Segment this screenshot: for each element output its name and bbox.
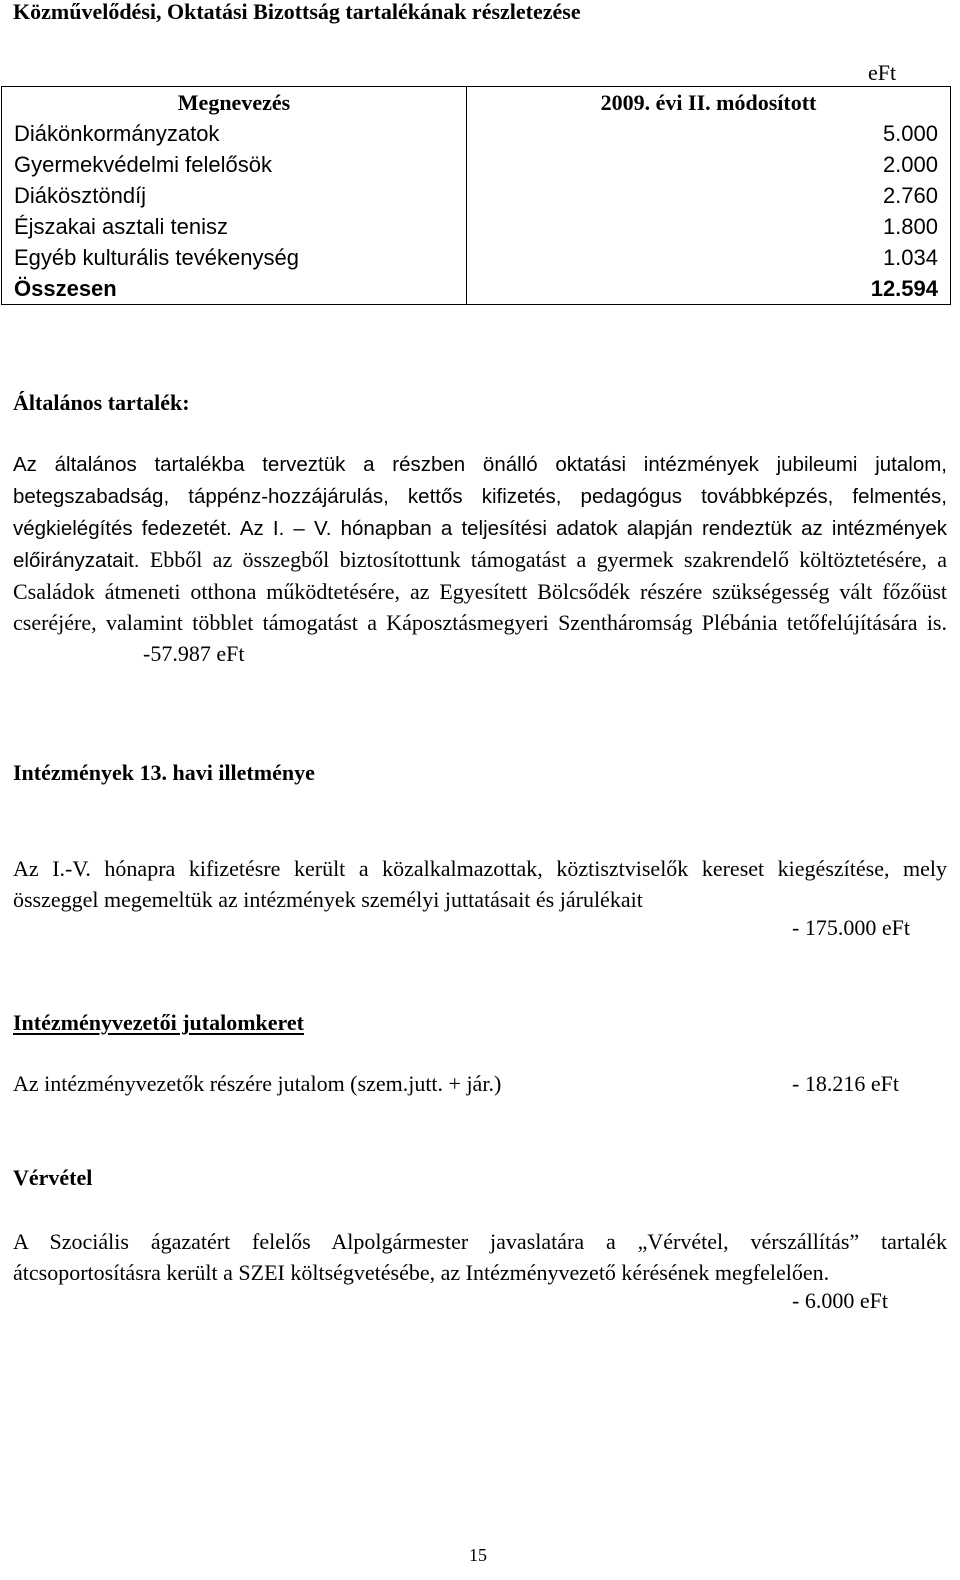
page-title: Közművelődési, Oktatási Bizottság tartalékának részletezése — [13, 0, 581, 24]
leader-bonus-text: Az intézményvezetők részére jutalom (szem.jutt. + jár.) — [13, 1071, 502, 1096]
blood-amount-row — [13, 1288, 947, 1319]
row-name: Éjszakai asztali tenisz — [2, 211, 467, 242]
leader-bonus-row — [13, 1071, 947, 1102]
blood-text — [13, 1226, 947, 1288]
salary13-amount: - 175.000 eFt — [792, 915, 910, 940]
total-value: 12.594 — [467, 273, 951, 305]
table-header-row — [2, 87, 951, 119]
general-reserve-amount: -57.987 eFt — [143, 641, 245, 666]
salary13-heading: Intézmények 13. havi illetménye — [13, 760, 315, 785]
salary13-amount-row — [13, 915, 947, 946]
blood-heading: Vérvétel — [13, 1165, 93, 1190]
salary13-text-body: Az I.-V. hónapra kifizetésre került a közalkalmazottak, köztisztviselők kereset kiegészítése, mely összeggel megemeltük az intézmények személyi juttatásait és járulékait — [13, 856, 947, 912]
unit-label: eFt — [868, 60, 897, 85]
table-total-row — [2, 273, 951, 305]
reserve-table — [1, 86, 951, 305]
row-value: 2.760 — [467, 180, 951, 211]
row-name: Egyéb kulturális tevékenység — [2, 242, 467, 273]
page-number: 15 — [469, 1545, 487, 1565]
general-reserve-text-serif: Ebből az összegből biztosítottunk támogatást a gyermek szakrendelő költöztetésére, a Családok átmeneti otthona működtetésére, az Egyesített Bölcsődék részére szükségesség vált főzőüst cseréjére, valamint többlet támogatást a Káposztásmegyeri Szentháromság Plébánia tetőfelújítására is. — [13, 547, 948, 635]
table-row — [2, 180, 951, 211]
row-value: 5.000 — [467, 118, 951, 149]
row-name: Gyermekvédelmi felelősök — [2, 149, 467, 180]
row-name: Diákösztöndíj — [2, 180, 467, 211]
column-header-value: 2009. évi II. módosított — [467, 87, 951, 119]
general-reserve-heading: Általános tartalék: — [13, 390, 190, 415]
table-row — [2, 211, 951, 242]
total-label: Összesen — [2, 273, 467, 305]
blood-amount: - 6.000 eFt — [792, 1288, 888, 1313]
row-value: 1.800 — [467, 211, 951, 242]
leader-bonus-amount: - 18.216 eFt — [792, 1071, 899, 1096]
row-value: 1.034 — [467, 242, 951, 273]
table-row — [2, 118, 951, 149]
general-reserve-text — [13, 448, 947, 669]
general-reserve-text-sans: Az általános tartalékba terveztük a részben önálló oktatási intézmények jubileumi jutalom, betegszabadság, táppénz-hozzájárulás, kettős kifizetés, pedagógus továbbképzés, felmentés, végkielégítés fedezetét. Az I. – V. hónapban a teljesítési adatok alapján rendeztük az intézmények előirányzatait. — [13, 453, 947, 572]
salary13-text — [13, 853, 947, 915]
blood-text-body: A Szociális ágazatért felelős Alpolgármester javaslatára a „Vérvétel, vérszállítás” tartalék átcsoportosításra került a SZEI költségvetésébe, az Intézményvezető kérésének megfelelően. — [13, 1229, 947, 1285]
row-value: 2.000 — [467, 149, 951, 180]
table-row — [2, 149, 951, 180]
leader-bonus-heading: Intézményvezetői jutalomkeret — [13, 1010, 304, 1035]
row-name: Diákönkormányzatok — [2, 118, 467, 149]
table-row — [2, 242, 951, 273]
column-header-name: Megnevezés — [2, 87, 467, 119]
